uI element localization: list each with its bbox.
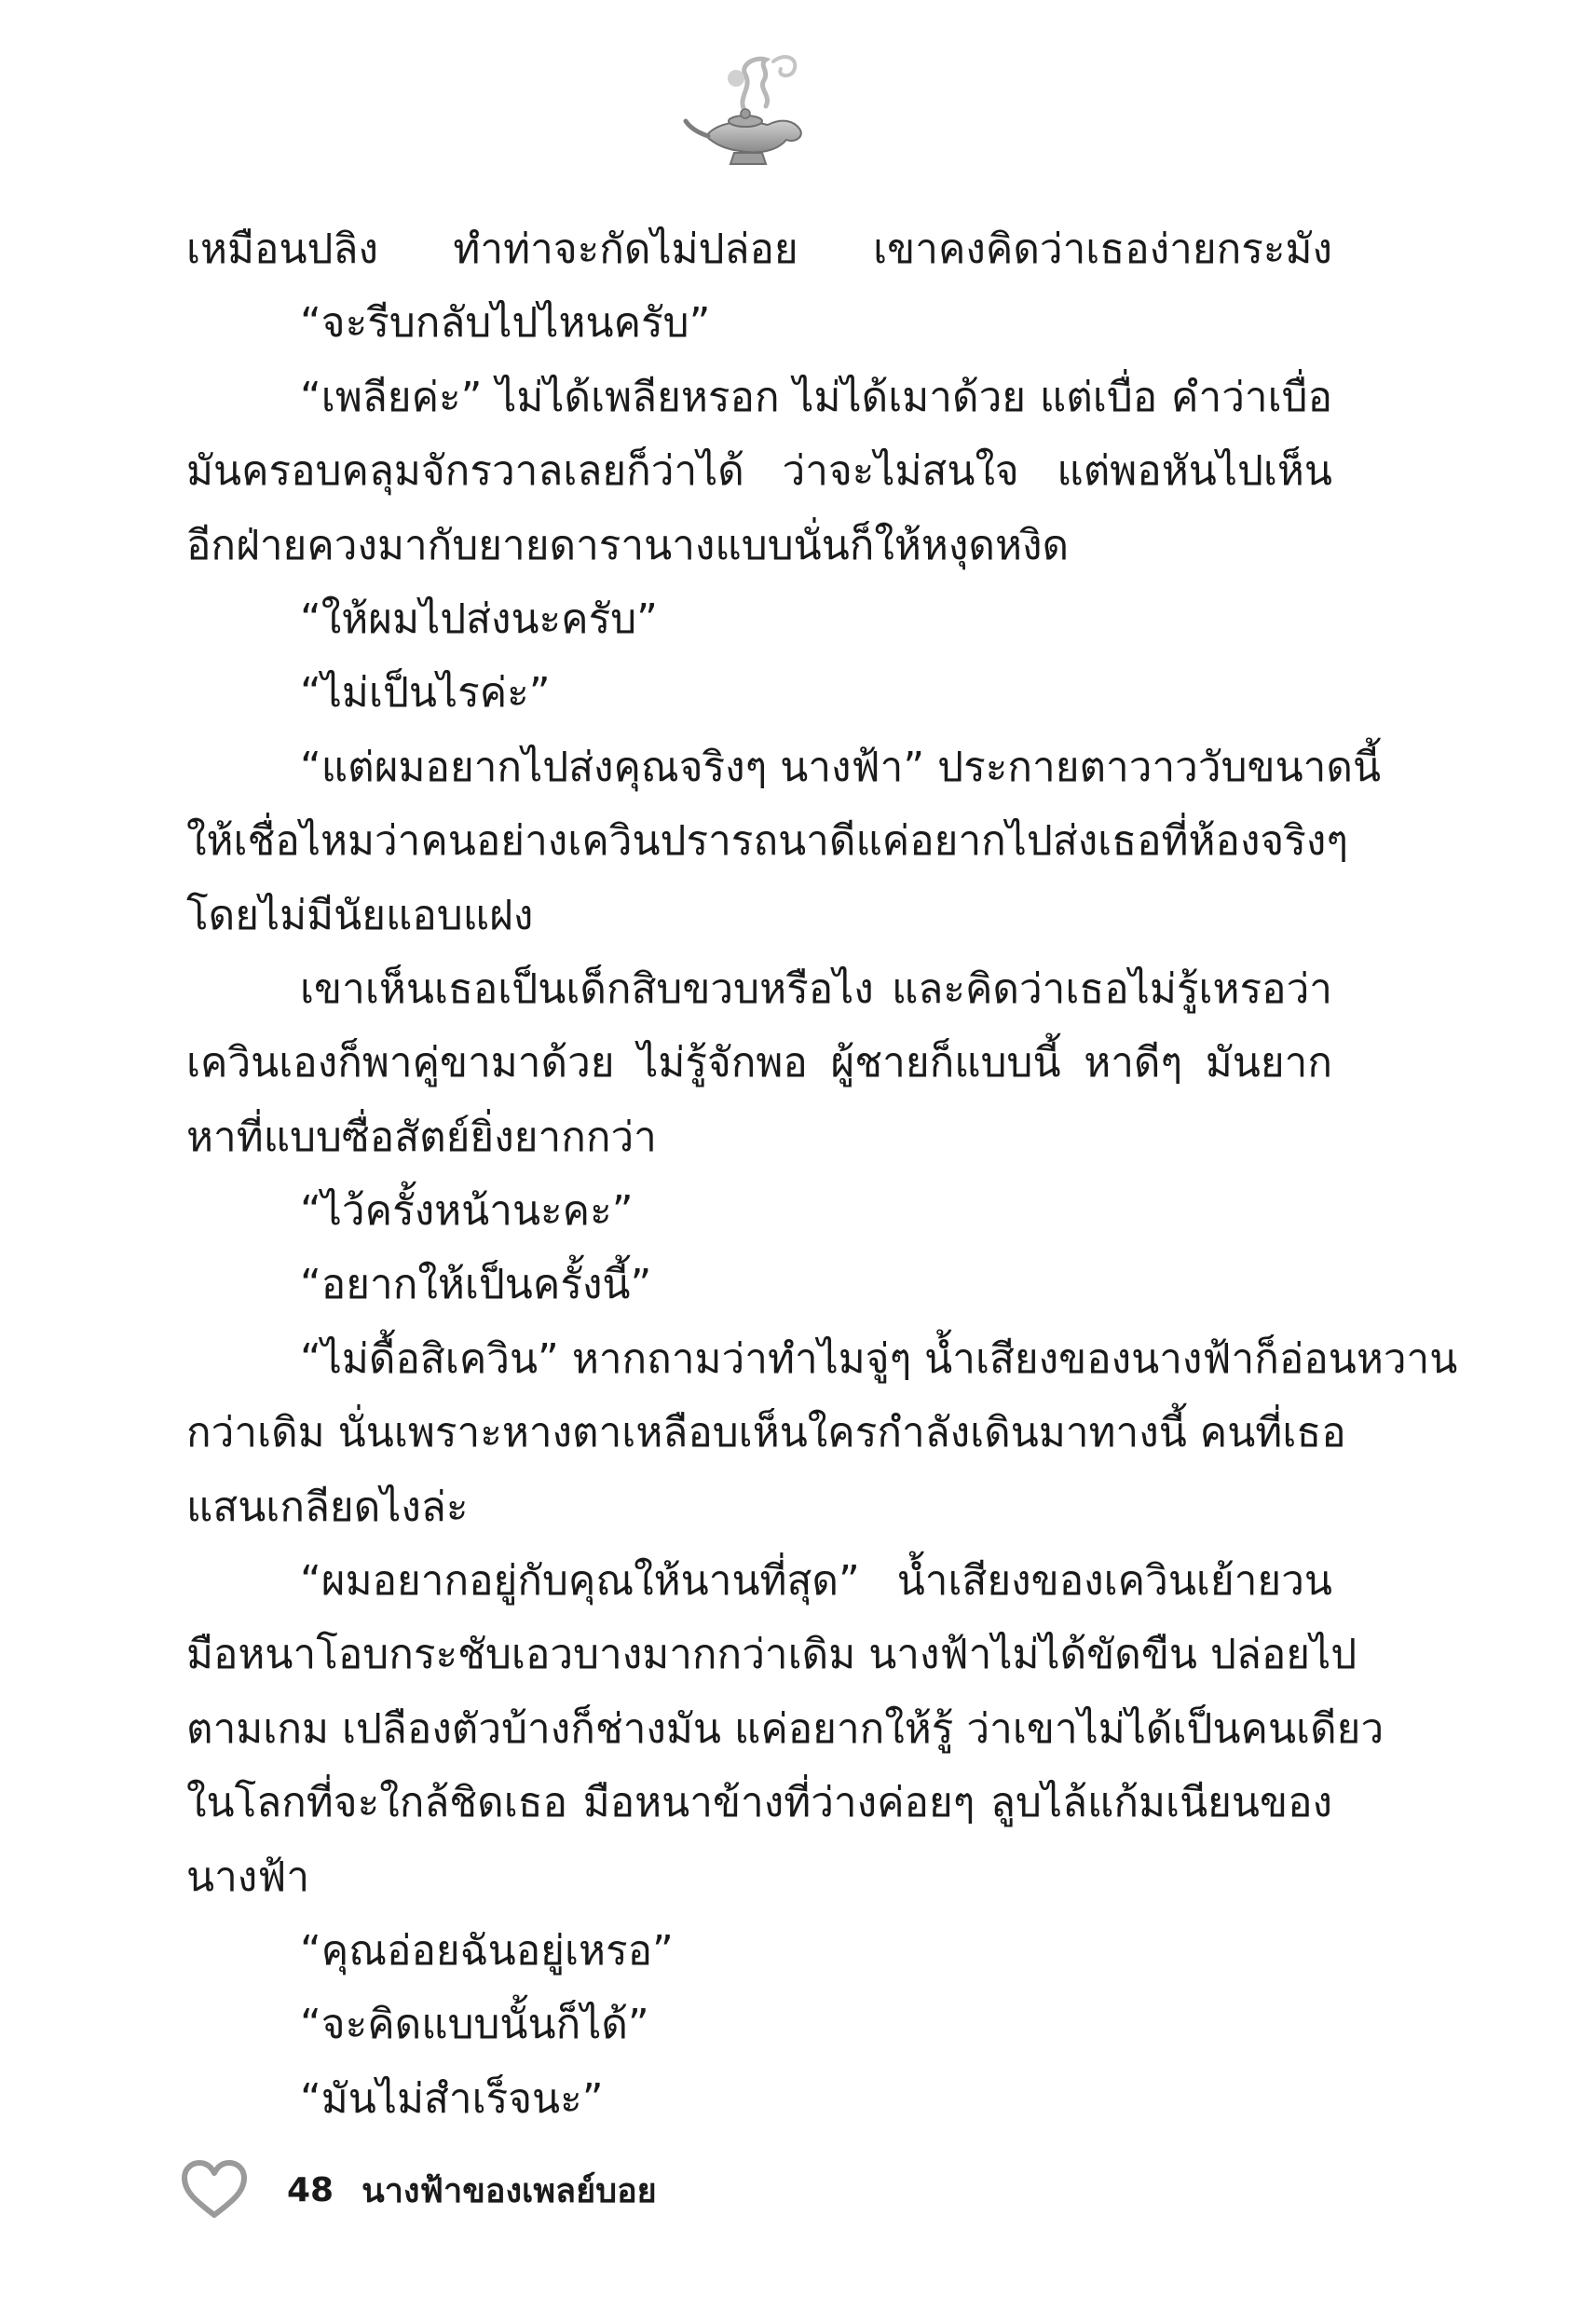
text-line: ในโลกที่จะใกล้ชิดเธอ มือหนาข้างที่ว่างค่อยๆ ลูบไล้แก้มเนียนของ <box>186 1779 1332 1827</box>
text-line: เควินเองก็พาคู่ขามาด้วย ไม่รู้จักพอ ผู้ชายก็แบบนี้ หาดีๆ มันยาก <box>186 1039 1332 1087</box>
text-line: นางฟ้า <box>186 1853 310 1901</box>
text-line: แสนเกลียดไงล่ะ <box>186 1483 469 1531</box>
text-line: “จะรีบกลับไปไหนครับ” <box>300 299 711 348</box>
book-title: นางฟ้าของเพลย์บอย <box>361 2171 657 2210</box>
heart-outline-icon <box>179 2159 250 2221</box>
page-body-text <box>186 212 1458 2136</box>
text-line: “เพลียค่ะ” ไม่ได้เพลียหรอก ไม่ได้เมาด้วย แต่เบื่อ คำว่าเบื่อ <box>300 373 1332 421</box>
text-line: โดยไม่มีนัยแอบแฝง <box>186 891 534 939</box>
text-line: “อยากให้เป็นครั้งนี้” <box>300 1261 652 1309</box>
text-line: “คุณอ่อยฉันอยู่เหรอ” <box>300 1926 674 1975</box>
page-footer <box>179 2153 657 2227</box>
text-line: “มันไม่สำเร็จนะ” <box>300 2074 604 2123</box>
text-line: อีกฝ่ายควงมากับยายดารานางแบบนั่นก็ให้หงุดหงิด <box>186 521 1070 569</box>
genie-lamp-icon <box>680 47 829 177</box>
text-line: “ให้ผมไปส่งนะครับ” <box>300 595 658 643</box>
text-line: ตามเกม เปลืองตัวบ้างก็ช่างมัน แค่อยากให้รู้ ว่าเขาไม่ได้เป็นคนเดียว <box>186 1704 1385 1753</box>
text-line: ให้เชื่อไหมว่าคนอย่างเควินปรารถนาดีแค่อยากไปส่งเธอที่ห้องจริงๆ <box>186 817 1348 866</box>
text-line: “แต่ผมอยากไปส่งคุณจริงๆ นางฟ้า” ประกายตาวาววับขนาดนี้ <box>300 743 1382 791</box>
text-line: “ไม่เป็นไรค่ะ” <box>300 669 551 718</box>
page-number: 48 <box>287 2170 334 2209</box>
text-line: มันครอบคลุมจักรวาลเลยก็ว่าได้ ว่าจะไม่สนใจ แต่พอหันไปเห็น <box>186 447 1332 496</box>
text-line: “ไว้ครั้งหน้านะคะ” <box>300 1187 634 1236</box>
text-line: “จะคิดแบบนั้นก็ได้” <box>300 2001 649 2049</box>
text-line: เขาเห็นเธอเป็นเด็กสิบขวบหรือไง และคิดว่าเธอไม่รู้เหรอว่า <box>300 964 1332 1013</box>
text-line: “ผมอยากอยู่กับคุณให้นานที่สุด” น้ำเสียงของเควินเย้ายวน <box>300 1557 1332 1606</box>
text-line: เหมือนปลิง ทำท่าจะกัดไม่ปล่อย เขาคงคิดว่าเธอง่ายกระมัง <box>186 226 1332 273</box>
text-line: หาที่แบบซื่อสัตย์ยิ่งยากกว่า <box>186 1113 657 1161</box>
text-line: กว่าเดิม นั่นเพราะหางตาเหลือบเห็นใครกำลังเดินมาทางนี้ คนที่เธอ <box>186 1409 1346 1457</box>
text-line: “ไม่ดื้อสิเควิน” หากถามว่าทำไมจู่ๆ น้ำเสียงของนางฟ้าก็อ่อนหวาน <box>300 1334 1458 1383</box>
text-line: มือหนาโอบกระชับเอวบางมากกว่าเดิม นางฟ้าไม่ได้ขัดขืน ปล่อยไป <box>186 1631 1357 1679</box>
